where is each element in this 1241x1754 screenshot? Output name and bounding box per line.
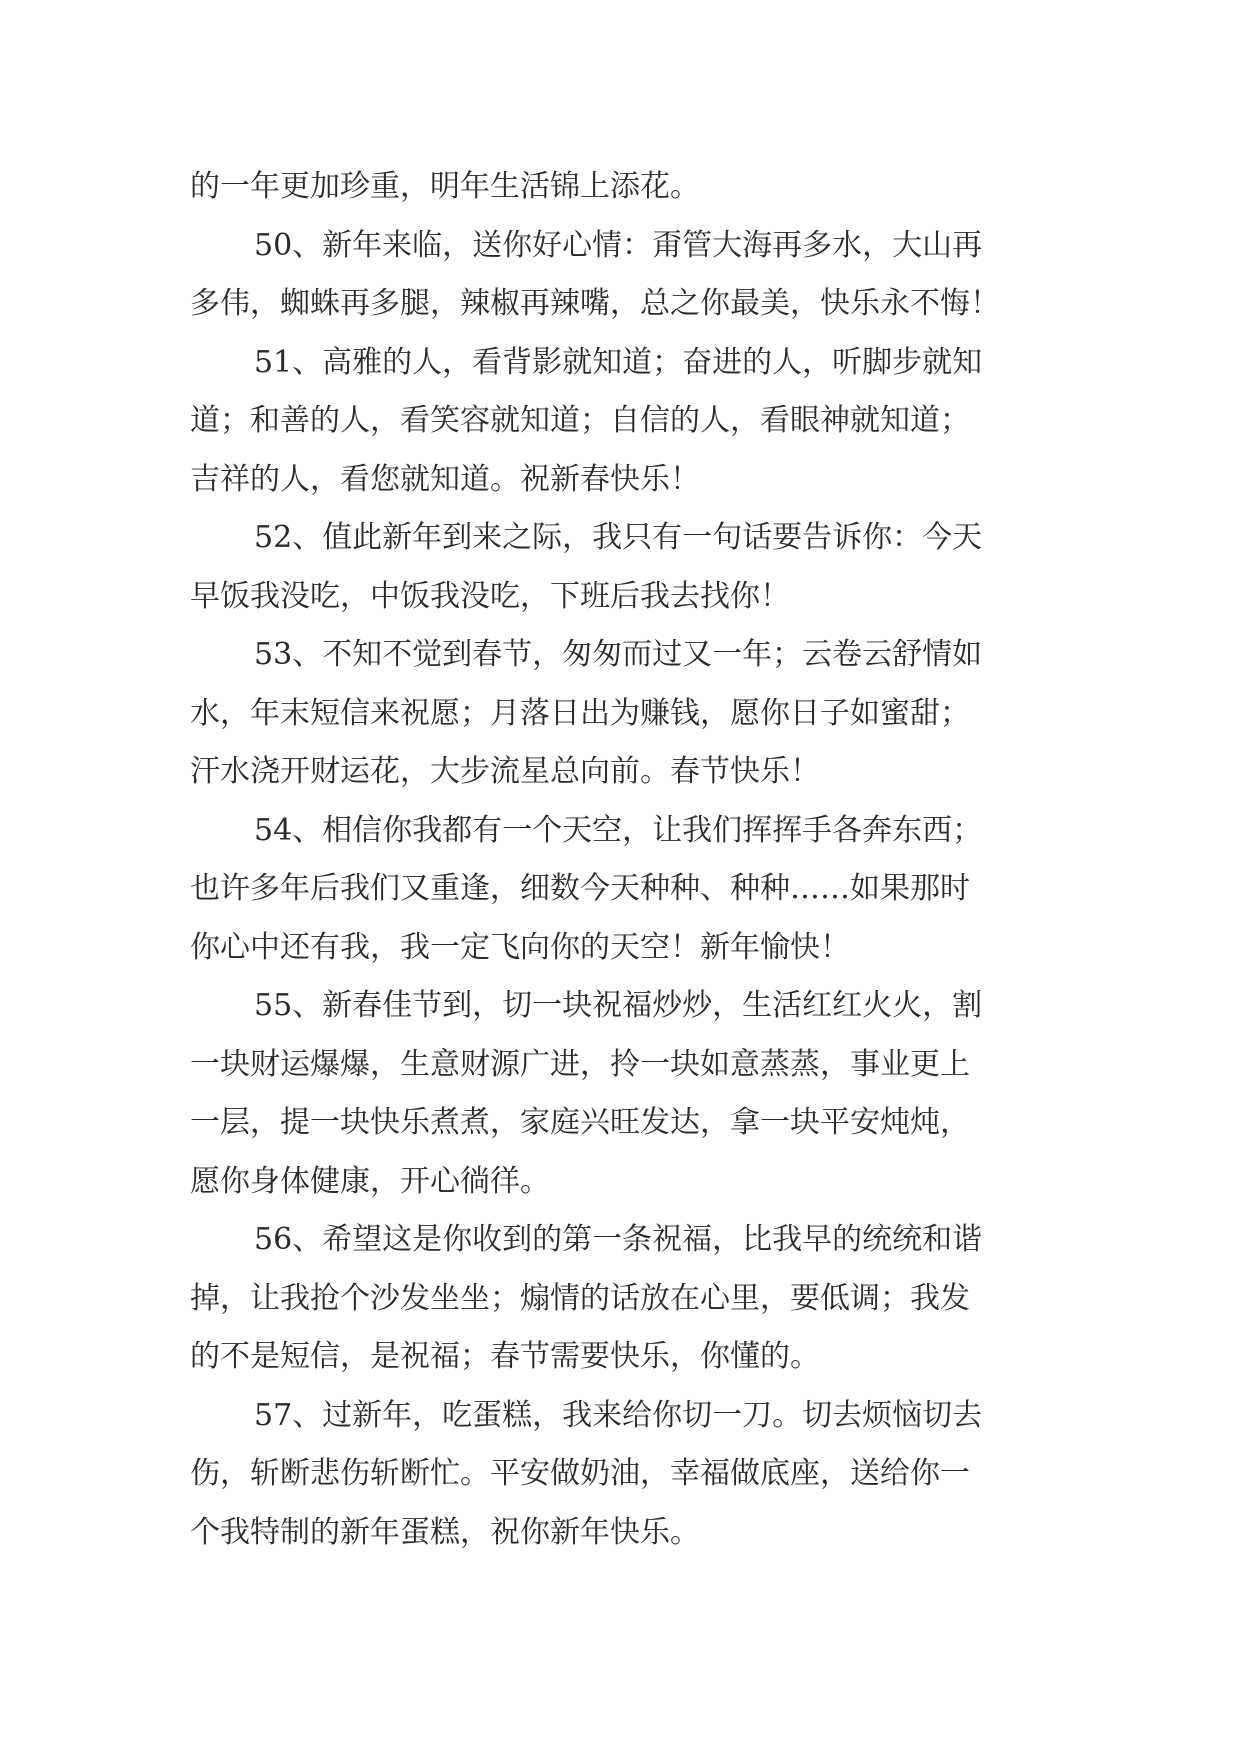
text-line: 汗水浇开财运花，大步流星总向前。春节快乐！ (190, 754, 820, 789)
text-line: 的一年更加珍重，明年生活锦上添花。 (190, 169, 700, 204)
paragraph-50 (190, 217, 1070, 334)
paragraph-57 (190, 1387, 1070, 1563)
text-line: 愿你身体健康，开心徜徉。 (190, 1163, 550, 1199)
paragraph-55 (190, 977, 1070, 1211)
text-line: 你心中还有我，我一定飞向你的天空！新年愉快！ (190, 929, 850, 965)
text-line: 55、新春佳节到，切一块祝福炒炒，生活红红火火，割 (254, 988, 983, 1023)
text-line: 个我特制的新年蛋糕，祝你新年快乐。 (190, 1514, 700, 1550)
text-line: 伤，斩断悲伤斩断忙。平安做奶油，幸福做底座，送给你一 (190, 1456, 970, 1491)
text-line: 56、希望这是你收到的第一条祝福，比我早的统统和谐 (254, 1222, 983, 1257)
text-line: 吉祥的人，看您就知道。祝新春快乐！ (190, 461, 700, 497)
paragraph-51 (190, 334, 1070, 510)
paragraph-52 (190, 509, 1070, 626)
text-line: 50、新年来临，送你好心情：甭管大海再多水，大山再 (254, 227, 983, 263)
paragraph-53 (190, 626, 1070, 802)
text-line: 水，年末短信来祝愿；月落日出为赚钱，愿你日子如蜜甜； (190, 695, 970, 731)
text-line: 53、不知不觉到春节，匆匆而过又一年；云卷云舒情如 (254, 637, 983, 672)
text-line: 一层，提一块快乐煮煮，家庭兴旺发达，拿一块平安炖炖， (190, 1105, 970, 1140)
text-line: 54、相信你我都有一个天空，让我们挥挥手各奔东西； (254, 812, 983, 848)
paragraph-54 (190, 802, 1070, 978)
paragraph-56 (190, 1211, 1070, 1387)
text-line: 也许多年后我们又重逢，细数今天种种、种种……如果那时 (190, 871, 970, 906)
text-line: 的不是短信，是祝福；春节需要快乐，你懂的。 (190, 1339, 820, 1374)
text-line: 早饭我没吃，中饭我没吃，下班后我去找你！ (190, 578, 790, 614)
text-line: 57、过新年，吃蛋糕，我来给你切一刀。切去烦恼切去 (254, 1397, 983, 1433)
text-line: 掉，让我抢个沙发坐坐；煽情的话放在心里，要低调；我发 (190, 1280, 970, 1316)
text-line: 一块财运爆爆，生意财源广进，拎一块如意蒸蒸，事业更上 (190, 1046, 970, 1082)
document-body (190, 158, 1070, 1562)
text-line: 道；和善的人，看笑容就知道；自信的人，看眼神就知道； (190, 403, 970, 438)
paragraph-continuation (190, 158, 1070, 217)
text-line: 多伟，蜘蛛再多腿，辣椒再辣嘴，总之你最美，快乐永不悔！ (190, 286, 1000, 321)
text-line: 52、值此新年到来之际，我只有一句话要告诉你：今天 (254, 520, 983, 555)
text-line: 51、高雅的人，看背影就知道；奋进的人，听脚步就知 (254, 344, 983, 380)
